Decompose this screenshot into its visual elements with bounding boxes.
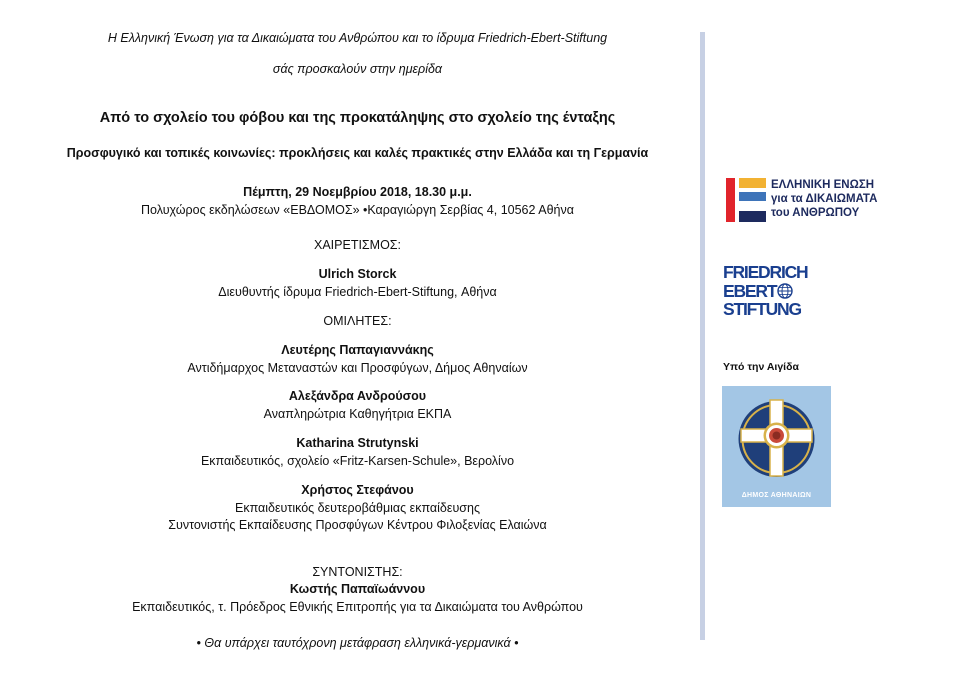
speaker-name: Katharina Strutynski [296, 436, 419, 450]
fes-line2: EBERT [723, 280, 777, 301]
speaker-name: Χρήστος Στεφάνου [301, 483, 414, 497]
moderator-heading: ΣΥΝΤΟΝΙΣΤΗΣ: [312, 565, 403, 579]
greeting-role: Διευθυντής ίδρυμα Friedrich-Ebert-Stiftung, Αθήνα [218, 285, 497, 299]
logo1-line2: για τα ΔΙΚΑΙΩΜΑΤΑ [771, 193, 878, 205]
greeting-heading: ΧΑΙΡΕΤΙΣΜΟΣ: [314, 238, 401, 252]
fes-logo [723, 263, 823, 321]
speaker-name: Λευτέρης Παπαγιαννάκης [281, 343, 434, 357]
hosts-line: Η Ελληνική Ένωση για τα Δικαιώματα του Ανθρώπου και το ίδρυμα Friedrich-Ebert-Stiftung [107, 31, 608, 45]
fes-line2-wrap [723, 282, 823, 301]
moderator-name: Κωστής Παπαϊωάννου [289, 582, 426, 596]
hellenic-league-text [771, 178, 877, 220]
logo1-line3: του ΑΝΘΡΩΠΟΥ [771, 207, 860, 219]
speaker-role: Εκπαιδευτικός, σχολείο «Fritz-Karsen-Schule», Βερολίνο [200, 454, 515, 468]
fes-line3: STIFTUNG [723, 299, 801, 319]
greeting-name: Ulrich Storck [318, 267, 397, 281]
athens-cross-icon [722, 386, 831, 486]
event-date: Πέμπτη, 29 Νοεμβρίου 2018, 18.30 μ.μ. [243, 185, 472, 199]
speaker-role: Εκπαιδευτικός δευτεροβάθμιας εκπαίδευσης [234, 501, 480, 515]
speaker-name: Αλεξάνδρα Ανδρούσου [288, 389, 427, 403]
logo1-line1: ΕΛΛΗΝΙΚΗ ΕΝΩΣΗ [771, 179, 875, 191]
globe-icon [777, 283, 793, 299]
translation-note: • Θα υπάρχει ταυτόχρονη μετάφραση ελληνικά-γερμανικά • [196, 636, 519, 650]
event-subtitle: Προσφυγικό και τοπικές κοινωνίες: προκλήσεις και καλές πρακτικές στην Ελλάδα και τη Γερμανία [66, 146, 649, 160]
patronage-label: Υπό την Αιγίδα [723, 361, 799, 373]
fes-line1: FRIEDRICH [723, 262, 808, 282]
moderator-role: Εκπαιδευτικός, τ. Πρόεδρος Εθνικής Επιτροπής για τα Δικαιώματα του Ανθρώπου [132, 600, 583, 614]
speaker-role-secondary: Συντονιστής Εκπαίδευσης Προσφύγων Κέντρου Φιλοξενίας Ελαιώνα [168, 518, 547, 532]
speaker-role: Αντιδήμαρχος Μεταναστών και Προσφύγων, Δήμος Αθηναίων [187, 361, 528, 375]
invite-line: σάς προσκαλούν στην ημερίδα [272, 62, 443, 76]
vertical-divider [700, 32, 705, 640]
speaker-role: Αναπληρώτρια Καθηγήτρια ΕΚΠΑ [263, 407, 452, 421]
municipality-emblem [722, 386, 831, 507]
hellenic-league-bars-icon [726, 178, 766, 222]
event-title: Από το σχολείο του φόβου και της προκατάληψης στο σχολείο της ένταξης [99, 110, 616, 126]
event-venue: Πολυχώρος εκδηλώσεων «ΕΒΔΟΜΟΣ» •Καραγιώργη Σερβίας 4, 10562 Αθήνα [141, 203, 574, 217]
speakers-heading: ΟΜΙΛΗΤΕΣ: [323, 314, 392, 328]
hellenic-league-logo [726, 178, 896, 222]
emblem-caption: ΔΗΜΟΣ ΑΘΗΝΑΙΩΝ [741, 492, 812, 499]
